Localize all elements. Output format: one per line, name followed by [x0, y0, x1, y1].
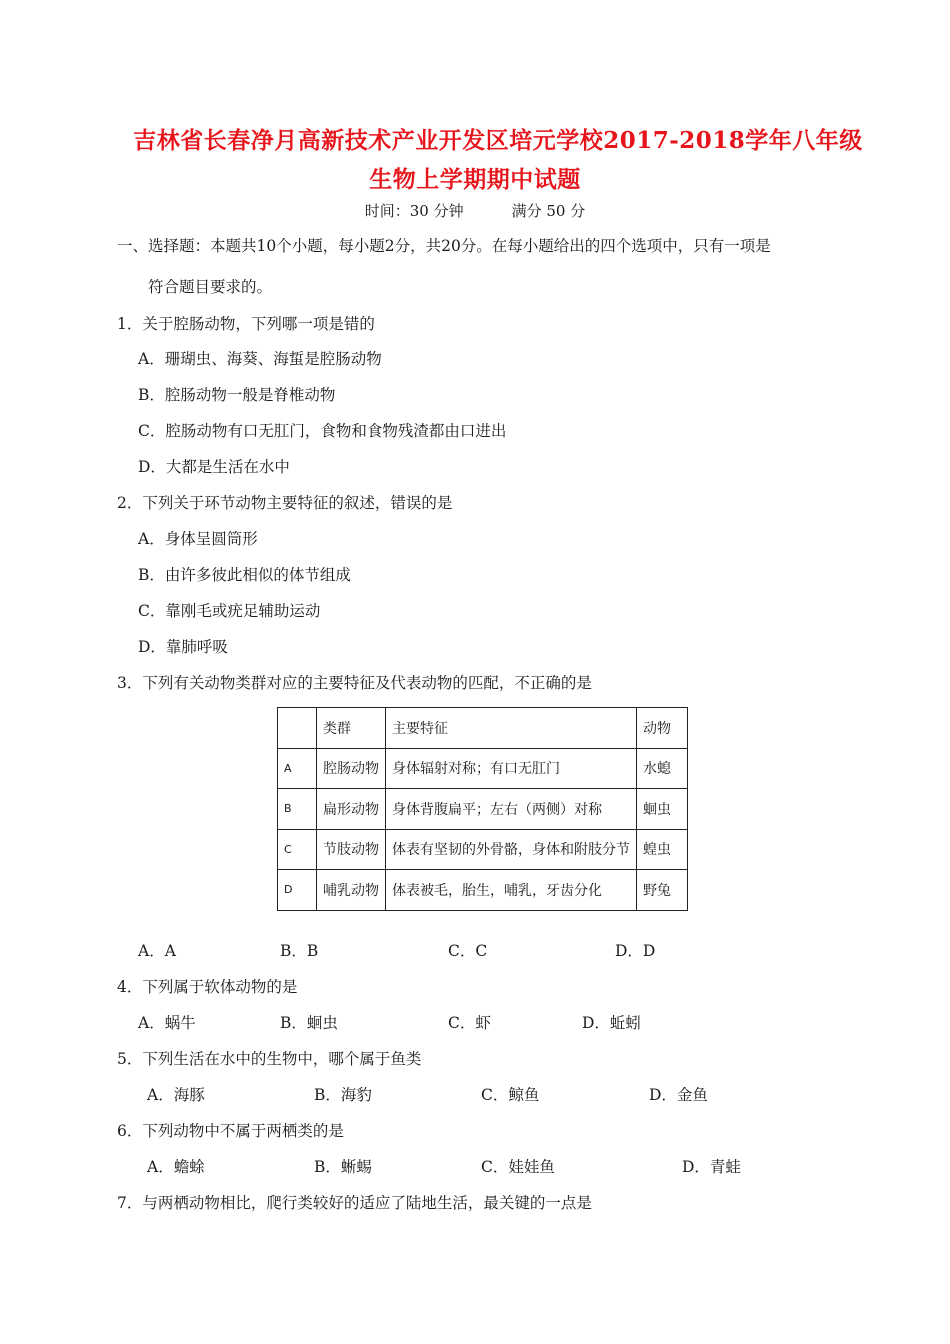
question-3-table [277, 707, 688, 911]
question-3-option-a: A．A [138, 942, 176, 960]
table-cell: 水螅 [637, 748, 688, 789]
table-cell: C [278, 829, 317, 870]
question-5-stem: 5．下列生活在水中的生物中，哪个属于鱼类 [117, 1050, 422, 1068]
question-6-stem: 6．下列动物中不属于两栖类的是 [117, 1122, 344, 1140]
question-5-option-a: A．海豚 [147, 1086, 205, 1104]
question-2-option-d: D．靠肺呼吸 [138, 638, 228, 656]
table-cell: 野兔 [637, 870, 688, 911]
question-4-option-a: A．蜗牛 [138, 1014, 196, 1032]
table-row [278, 870, 688, 911]
question-6-option-c: C．娃娃鱼 [481, 1158, 555, 1176]
question-1-stem: 1．关于腔肠动物，下列哪一项是错的 [117, 315, 375, 333]
question-4-stem: 4．下列属于软体动物的是 [117, 978, 298, 996]
table-cell: 蛔虫 [637, 789, 688, 830]
table-header-cell: 类群 [317, 708, 386, 749]
question-3-stem: 3．下列有关动物类群对应的主要特征及代表动物的匹配，不正确的是 [117, 674, 592, 692]
question-2-option-a: A．身体呈圆筒形 [138, 530, 258, 548]
table-cell: 哺乳动物 [317, 870, 386, 911]
table-cell: 蝗虫 [637, 829, 688, 870]
question-3-option-c: C．C [448, 942, 488, 960]
question-1-option-b: B．腔肠动物一般是脊椎动物 [138, 386, 336, 404]
question-3-option-d: D．D [615, 942, 656, 960]
section-heading: 一、选择题：本题共10个小题，每小题2分，共20分。在每小题给出的四个选项中，只有一项是 [117, 237, 771, 255]
question-1-option-d: D．大都是生活在水中 [138, 458, 290, 476]
table-cell: 节肢动物 [317, 829, 386, 870]
table-cell: 腔肠动物 [317, 748, 386, 789]
table-header-cell: 动物 [637, 708, 688, 749]
question-5-option-d: D．金鱼 [649, 1086, 708, 1104]
question-5-option-c: C．鲸鱼 [481, 1086, 540, 1104]
exam-time: 时间：30 分钟 [364, 202, 464, 220]
table-cell: 体表被毛，胎生，哺乳，牙齿分化 [386, 870, 637, 911]
question-6-option-b: B．蜥蜴 [314, 1158, 372, 1176]
table-header-cell: 主要特征 [386, 708, 637, 749]
question-7-stem: 7．与两栖动物相比，爬行类较好的适应了陆地生活，最关键的一点是 [117, 1194, 592, 1212]
table-row [278, 829, 688, 870]
table-cell: 体表有坚韧的外骨骼，身体和附肢分节 [386, 829, 637, 870]
table-row [278, 748, 688, 789]
table-cell: 身体辐射对称；有口无肛门 [386, 748, 637, 789]
question-5-option-b: B．海豹 [314, 1086, 372, 1104]
question-4-option-b: B．蛔虫 [280, 1014, 338, 1032]
question-2-option-c: C．靠刚毛或疣足辅助运动 [138, 602, 321, 620]
question-3-option-b: B．B [280, 942, 319, 960]
question-2-option-b: B．由许多彼此相似的体节组成 [138, 566, 351, 584]
table-cell: 扁形动物 [317, 789, 386, 830]
exam-meta [0, 200, 950, 221]
table-cell: A [278, 748, 317, 789]
question-1-option-a: A．珊瑚虫、海葵、海蜇是腔肠动物 [138, 350, 382, 368]
question-4-option-d: D．蚯蚓 [582, 1014, 641, 1032]
table-cell: B [278, 789, 317, 830]
table-cell: D [278, 870, 317, 911]
table-cell: 身体背腹扁平；左右（两侧）对称 [386, 789, 637, 830]
table-header-row [278, 708, 688, 749]
exam-score: 满分 50 分 [511, 202, 586, 220]
question-1-option-c: C．腔肠动物有口无肛门，食物和食物残渣都由口进出 [138, 422, 507, 440]
table-row [278, 789, 688, 830]
question-6-option-a: A．蟾蜍 [147, 1158, 205, 1176]
title-line-2: 生物上学期期中试题 [369, 166, 581, 193]
section-heading-cont: 符合题目要求的。 [148, 278, 273, 296]
question-2-stem: 2．下列关于环节动物主要特征的叙述，错误的是 [117, 494, 453, 512]
title-line-1: 吉林省长春净月高新技术产业开发区培元学校2017-2018学年八年级 [133, 127, 863, 154]
table-header-cell [278, 708, 317, 749]
question-6-option-d: D．青蛙 [682, 1158, 741, 1176]
question-4-option-c: C．虾 [448, 1014, 491, 1032]
